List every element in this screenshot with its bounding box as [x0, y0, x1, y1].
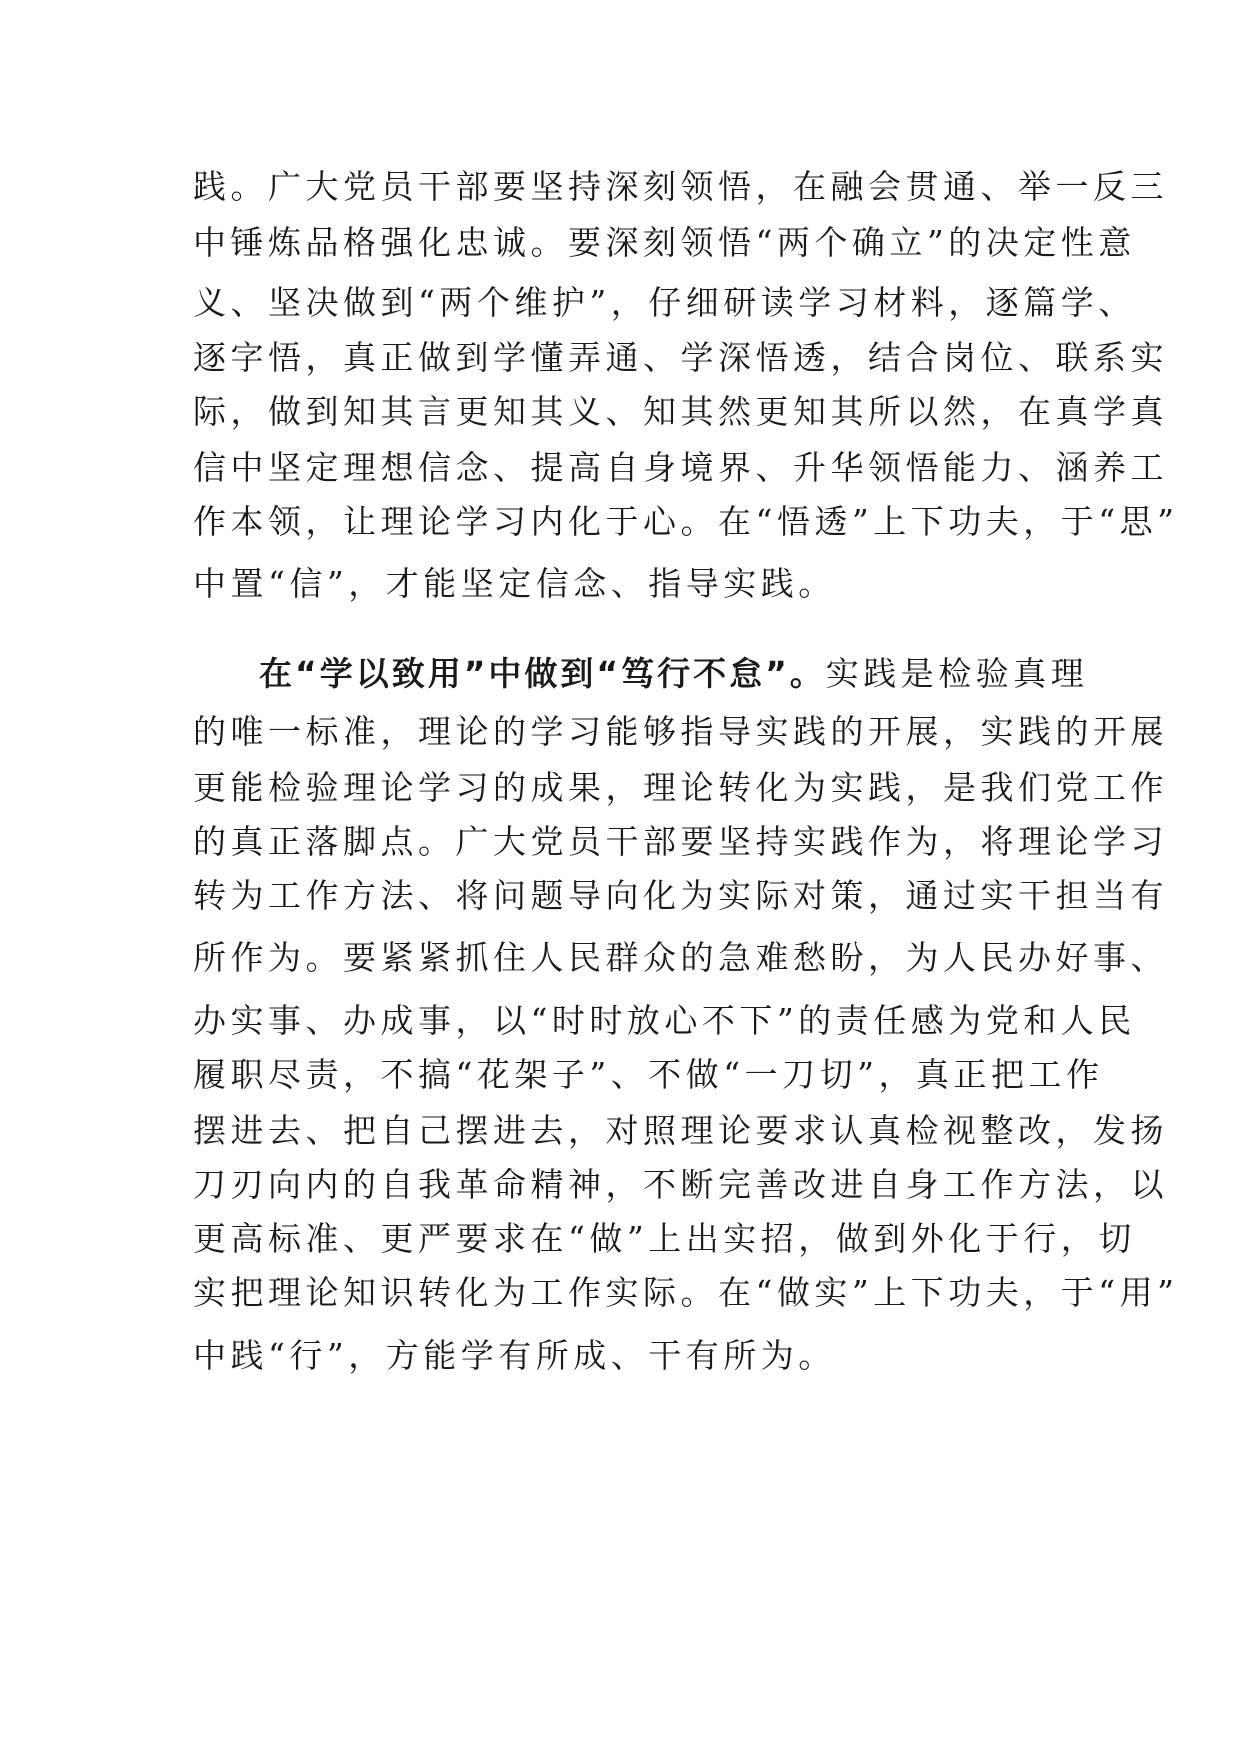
text-line: 信中坚定理想信念、提高自身境界、升华领悟能力、涵养工 [193, 448, 1168, 487]
text-line: 更高标准、更严要求在“做”上出实招，做到外化于行，切 [193, 1219, 1136, 1258]
text-line: 履职尽责，不搞“花架子”、不做“一刀切”，真正把工作 [193, 1055, 1104, 1094]
text-line: 中践“行”，方能学有所成、干有所为。 [193, 1336, 836, 1375]
text-line: 中锤炼品格强化忠诚。要深刻领悟“两个确立”的决定性意 [193, 223, 1136, 262]
text-line: 所作为。要紧紧抓住人民群众的急难愁盼，为人民办好事、 [193, 938, 1168, 977]
text-line: 的唯一标准，理论的学习能够指导实践的开展，实践的开展 [193, 712, 1168, 751]
text-line: 中置“信”，才能坚定信念、指导实践。 [193, 564, 836, 603]
text-line: 摆进去、把自己摆进去，对照理论要求认真检视整改，发扬 [193, 1111, 1168, 1150]
paragraph-first-line [259, 654, 1088, 694]
text-line: 实把理论知识转化为工作实际。在“做实”上下功夫，于“用” [193, 1273, 1179, 1312]
text-line: 际，做到知其言更知其义、知其然更知其所以然，在真学真 [193, 392, 1168, 431]
paragraph-heading: 在“学以致用”中做到“笃行不怠”。 [259, 654, 826, 693]
text-line: 转为工作方法、将问题导向化为实际对策，通过实干担当有 [193, 876, 1168, 915]
text-segment: 实践是检验真理 [825, 654, 1089, 693]
text-line: 更能检验理论学习的成果，理论转化为实践，是我们党工作 [193, 768, 1168, 807]
text-line: 刀刃向内的自我革命精神，不断完善改进自身工作方法，以 [193, 1165, 1168, 1204]
text-line: 逐字悟，真正做到学懂弄通、学深悟透，结合岗位、联系实 [193, 338, 1168, 377]
text-line: 办实事、办成事，以“时时放心不下”的责任感为党和人民 [193, 1001, 1136, 1040]
text-line: 义、坚决做到“两个维护”，仔细研读学习材料，逐篇学、 [193, 283, 1136, 322]
text-line: 作本领，让理论学习内化于心。在“悟透”上下功夫，于“思” [193, 502, 1179, 541]
text-line: 践。广大党员干部要坚持深刻领悟，在融会贯通、举一反三 [193, 167, 1168, 206]
text-line: 的真正落脚点。广大党员干部要坚持实践作为，将理论学习 [193, 822, 1168, 861]
